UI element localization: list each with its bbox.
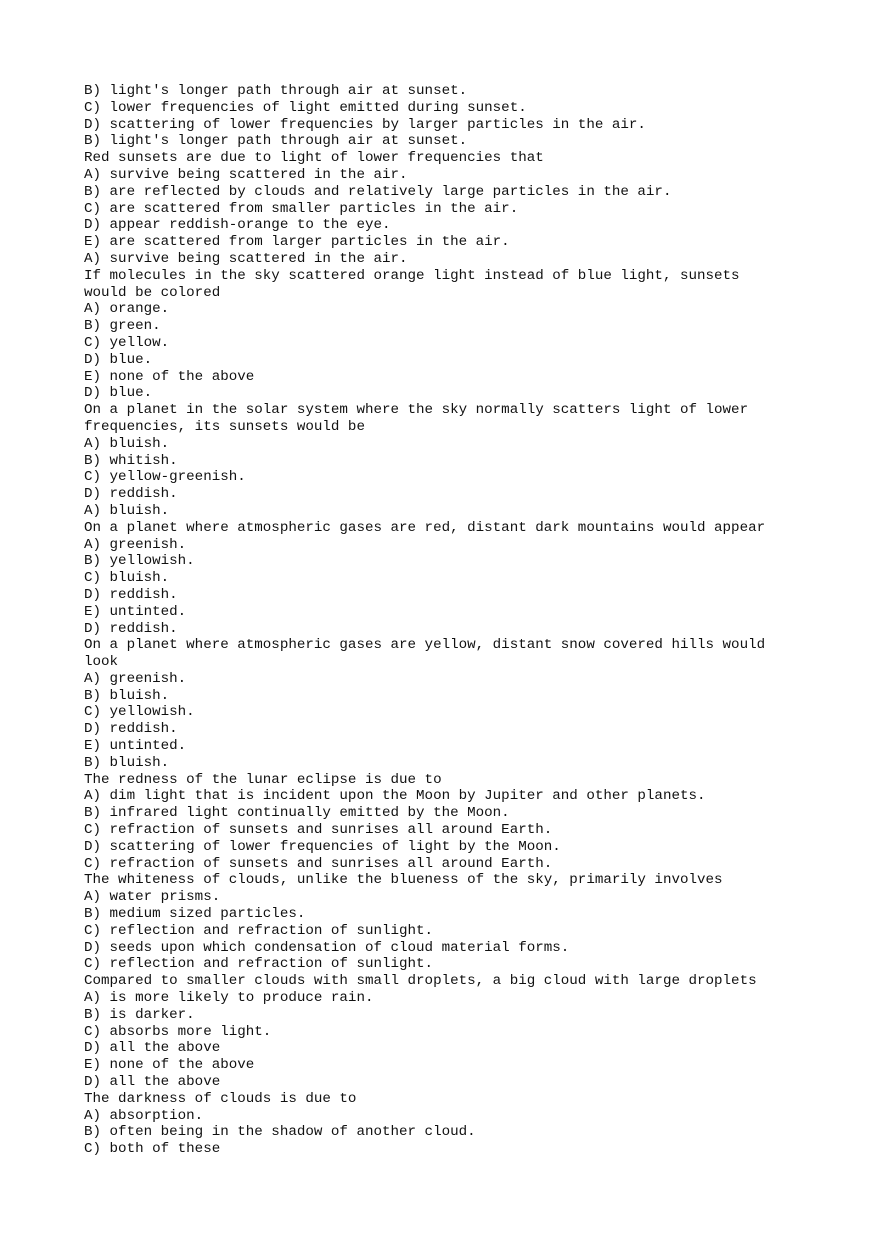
text-line: C) lower frequencies of light emitted during sunset. [84,99,527,116]
document-page [84,83,864,1158]
text-line: D) blue. [84,351,153,368]
text-line: B) yellowish. [84,553,195,570]
text-line: D) reddish. [84,620,178,637]
text-line: A) survive being scattered in the air. [84,250,408,267]
text-line: E) untinted. [84,738,187,755]
text-line: A) bluish. [84,502,170,519]
text-line: C) yellow-greenish. [84,469,246,486]
text-line: C) yellowish. [84,704,195,721]
text-line: frequencies, its sunsets would be [84,418,365,435]
text-line: B) whitish. [84,452,178,469]
text-line: D) reddish. [84,721,178,738]
text-line: D) seeds upon which condensation of cloud material forms. [84,939,570,956]
text-line: On a planet where atmospheric gases are red, distant dark mountains would appear [84,519,766,536]
text-line: The whiteness of clouds, unlike the blueness of the sky, primarily involves [84,872,723,889]
text-line: E) are scattered from larger particles in the air. [84,234,510,251]
text-line: D) appear reddish-orange to the eye. [84,217,391,234]
text-line: D) all the above [84,1040,221,1057]
text-line: Red sunsets are due to light of lower frequencies that [84,150,544,167]
text-line: A) greenish. [84,670,187,687]
text-line: If molecules in the sky scattered orange light instead of blue light, sunsets [84,267,740,284]
text-line: C) yellow. [84,334,170,351]
text-line: D) reddish. [84,586,178,603]
text-line: B) are reflected by clouds and relatively large particles in the air. [84,183,672,200]
text-line: C) refraction of sunsets and sunrises all around Earth. [84,822,553,839]
text-line: B) bluish. [84,687,170,704]
text-line: The darkness of clouds is due to [84,1090,357,1107]
text-line: A) dim light that is incident upon the Moon by Jupiter and other planets. [84,788,706,805]
text-line: E) none of the above [84,368,255,385]
text-line: D) scattering of lower frequencies by larger particles in the air. [84,116,646,133]
text-line: would be colored [84,284,221,301]
text-line: look [84,654,119,671]
text-line: D) blue. [84,385,153,402]
text-line: C) absorbs more light. [84,1023,272,1040]
text-line: B) bluish. [84,754,170,771]
text-line: C) refraction of sunsets and sunrises all around Earth. [84,855,553,872]
text-line: B) light's longer path through air at sunset. [84,133,468,150]
text-line: On a planet where atmospheric gases are yellow, distant snow covered hills would [84,637,766,654]
text-line: A) absorption. [84,1107,204,1124]
text-line: A) orange. [84,301,170,318]
text-line: Compared to smaller clouds with small droplets, a big cloud with large droplets [84,973,757,990]
text-line: C) reflection and refraction of sunlight. [84,922,434,939]
text-line: C) reflection and refraction of sunlight. [84,956,434,973]
text-line: On a planet in the solar system where the sky normally scatters light of lower [84,402,749,419]
text-line: B) infrared light continually emitted by the Moon. [84,805,510,822]
text-line: B) is darker. [84,1006,195,1023]
text-line: B) medium sized particles. [84,906,306,923]
text-line: A) greenish. [84,536,187,553]
text-line: D) scattering of lower frequencies of light by the Moon. [84,838,561,855]
text-line: B) light's longer path through air at sunset. [84,83,468,99]
text-line: B) often being in the shadow of another cloud. [84,1124,476,1141]
text-line: E) none of the above [84,1057,255,1074]
text-line: D) reddish. [84,486,178,503]
text-line: A) bluish. [84,435,170,452]
text-line: C) both of these [84,1141,221,1158]
text-line: The redness of the lunar eclipse is due to [84,771,442,788]
text-line: A) water prisms. [84,889,221,906]
text-line: C) are scattered from smaller particles in the air. [84,200,519,217]
text-line: C) bluish. [84,570,170,587]
text-line: E) untinted. [84,603,187,620]
text-line: D) all the above [84,1074,221,1091]
text-line: B) green. [84,318,161,335]
text-line: A) survive being scattered in the air. [84,166,408,183]
text-line: A) is more likely to produce rain. [84,990,374,1007]
